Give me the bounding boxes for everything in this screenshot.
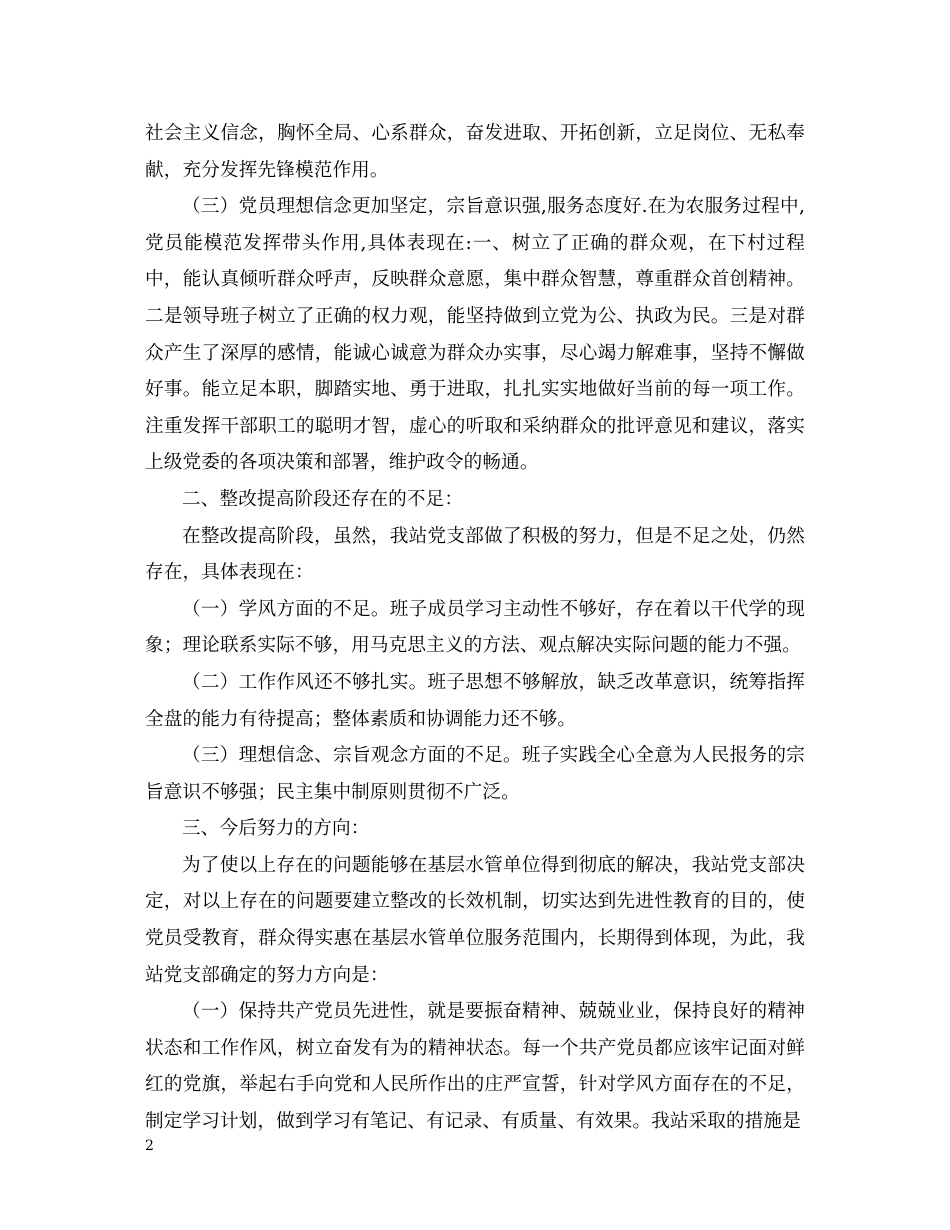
section-heading: 三、今后努力的方向： [182, 818, 370, 840]
paragraph: 在整改提高阶段，虽然，我站党支部做了积极的努力，但是不足之处，仍然存在，具体表现在： [145, 525, 805, 584]
page-number: 2 [145, 1138, 154, 1154]
paragraph: （三）理想信念、宗旨观念方面的不足。班子实践全心全意为人民报务的宗旨意识不够强；民主集中制原则贯彻不广泛。 [145, 745, 805, 803]
paragraph: （二）工作作风还不够扎实。班子思想不够解放，缺乏改革意识，统筹指挥全盘的能力有待提高；整体素质和协调能力还不够。 [145, 671, 805, 730]
paragraph: 社会主义信念，胸怀全局、心系群众，奋发进取、开拓创新，立足岗位、无私奉献，充分发挥先锋模范作用。 [145, 123, 805, 181]
body-text [145, 116, 805, 1141]
paragraph: 为了使以上存在的问题能够在基层水管单位得到彻底的解决，我站党支部决定，对以上存在的问题要建立整改的长效机制，切实达到先进性教育的目的，使党员受教育，群众得实惠在基层水管单位服务范围内，长期得到体现，为此，我站党支部确定的努力方向是： [145, 854, 805, 986]
paragraph: （一）保持共产党员先进性，就是要振奋精神、兢兢业业，保持良好的精神状态和工作作风，树立奋发有为的精神状态。每一个共产党员都应该牢记面对鲜红的党旗，举起右手向党和人民所作出的庄严宣誓，针对学风方面存在的不足，制定学习计划，做到学习有笔记、有记录、有质量、有效果。我站采取的措施是 [145, 1001, 805, 1133]
section-heading: 二、整改提高阶段还存在的不足： [182, 488, 464, 510]
paragraph: （三）党员理想信念更加坚定，宗旨意识强,服务态度好.在为农服务过程中,党员能模范发挥带头作用,具体表现在:一、树立了正确的群众观，在下村过程中，能认真倾听群众呼声，反映群众意愿，集中群众智慧，尊重群众首创精神。二是领导班子树立了正确的权力观，能坚持做到立党为公、执政为民。三是对群众产生了深厚的感情，能诚心诚意为群众办实事，尽心竭力解难事，坚持不懈做好事。能立足本职，脚踏实地、勇于进取，扎扎实实地做好当前的每一项工作。注重发挥干部职工的聪明才智，虚心的听取和采纳群众的批评意见和建议，落实上级党委的各项决策和部署，维护政令的畅通。 [145, 196, 805, 474]
paragraph: （一）学风方面的不足。班子成员学习主动性不够好，存在着以干代学的现象；理论联系实际不够，用马克思主义的方法、观点解决实际问题的能力不强。 [145, 598, 805, 657]
